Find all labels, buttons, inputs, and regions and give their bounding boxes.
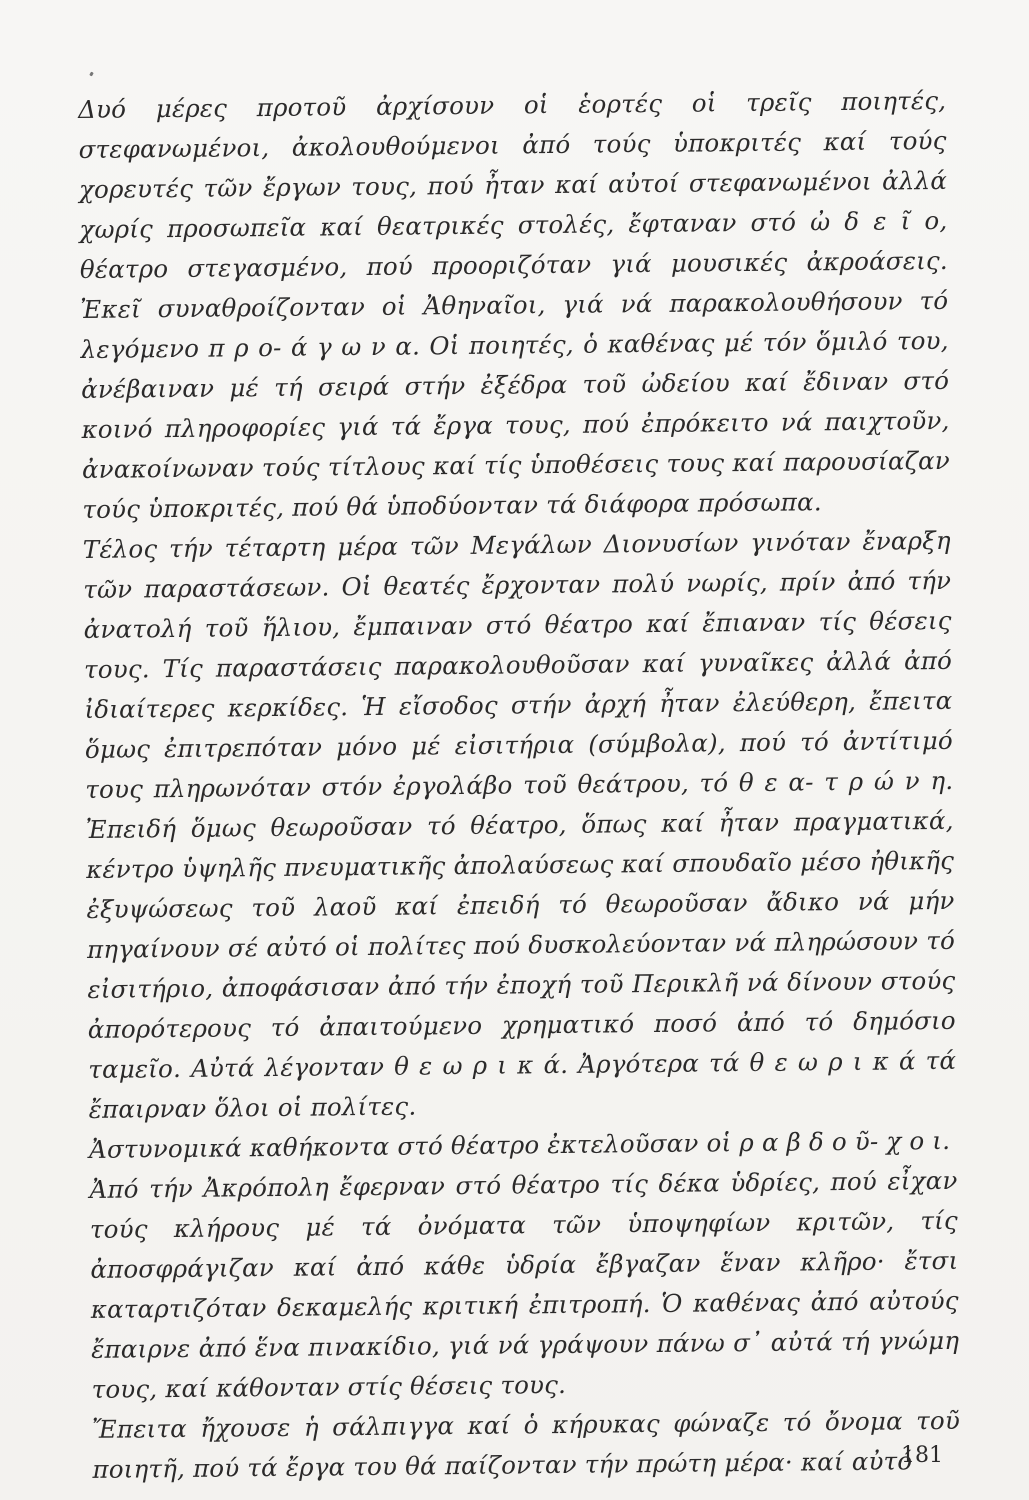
paragraph-proagon: Δυό μέρες προτοῦ ἀρχίσουν οἱ ἑορτές οἱ τρεῖς ποιητές, στεφανωμένοι, ἀκολουθούμενοι ἀπό τούς ὑποκριτές καί τούς χορευτές τῶν ἔργων τους, πού ἦταν καί αὐτοί στεφανωμένοι ἀλλά χωρίς προσωπεῖα καί θεατρικές στολές, ἔφταναν στό ὠ δ ε ῖ ο, θέατρο στεγασμένο, πού προοριζόταν γιά μουσικές ἀκροάσεις. Ἐκεῖ συναθροίζονταν οἱ Ἀθηναῖοι, γιά νά παρακολουθήσουν τό λεγόμενο π ρ ο- ά γ ω ν α. Οἱ ποιητές, ὁ καθένας μέ τόν ὅμιλό του, ἀνέβαιναν μέ τή σειρά στήν ἐξέδρα τοῦ ὠδείου καί ἔδιναν στό κοινό πληροφορίες γιά τά ἔργα τους, πού ἐπρόκειτο νά παιχτοῦν, ἀνακοίνωναν τούς τίτλους καί τίς ὑποθέσεις τους καί παρουσίαζαν τούς ὑποκριτές, πού θά ὑποδύονταν τά διάφορα πρόσωπα. — [78, 85, 951, 524]
body-text — [78, 81, 961, 1490]
ink-speck — [89, 72, 94, 77]
paragraph-judges: Ἀπό τήν Ἀκρόπολη ἔφερναν στό θέατρο τίς δέκα ὑδρίες, πού εἶχαν τούς κλήρους μέ τά ὀνόματα τῶν ὑποψηφίων κριτῶν, τίς ἀποσφράγιζαν καί ἀπό κάθε ὑδρία ἔβγαζαν ἕναν κλῆρο· ἔτσι καταρτιζόταν δεκαμελής κριτική ἐπιτροπή. Ὁ καθένας ἀπό αὐτούς ἔπαιρνε ἀπό ἕνα πινακίδιο, γιά νά γράψουν πάνω σ᾽ αὐτά τή γνώμη τους, καί κάθονταν στίς θέσεις τους. — [89, 1165, 960, 1404]
page-number: 181 — [901, 1443, 943, 1468]
paragraph-police-duties: Ἀστυνομικά καθήκοντα στό θέατρο ἐκτελοῦσαν οἱ ρ α β δ ο ῦ- χ ο ι. — [88, 1125, 951, 1164]
paragraph-trumpet: Ἔπειτα ἤχουσε ἡ σάλπιγγα καί ὁ κήρυκας φώναζε τό ὄνομα τοῦ ποιητῆ, πού τά ἔργα του θά παίζονταν τήν πρώτη μέρα· καί αὐτό — [91, 1405, 961, 1484]
paragraph-performances: Τέλος τήν τέταρτη μέρα τῶν Μεγάλων Διονυσίων γινόταν ἔναρξη τῶν παραστάσεων. Οἱ θεατές ἔρχονταν πολύ νωρίς, πρίν ἀπό τήν ἀνατολή τοῦ ἥλιου, ἔμπαιναν στό θέατρο καί ἔπιαναν τίς θέσεις τους. Τίς παραστάσεις παρακολουθοῦσαν καί γυναῖκες ἀλλά ἀπό ἰδιαίτερες κερκίδες. Ἡ εἴσοδος στήν ἀρχή ἦταν ἐλεύθερη, ἔπειτα ὅμως ἐπιτρεπόταν μόνο μέ εἰσιτήρια (σύμβολα), πού τό ἀντίτιμό τους πληρωνόταν στόν ἐργολάβο τοῦ θεάτρου, τό θ ε α- τ ρ ώ ν η. Ἐπειδή ὅμως θεωροῦσαν τό θέατρο, ὅπως καί ἦταν πραγματικά, κέντρο ὑψηλῆς πνευματικῆς ἀπολαύσεως καί σπουδαῖο μέσο ἠθικῆς ἐξυψώσεως τοῦ λαοῦ καί ἐπειδή τό θεωροῦσαν ἄδικο νά μήν πηγαίνουν σέ αὐτό οἱ πολίτες πού δυσκολεύονταν νά πληρώσουν τό εἰσιτήριο, ἀποφάσισαν ἀπό τήν ἐποχή τοῦ Περικλῆ νά δίνουν στούς ἀπορότερους τό ἀπαιτούμενο χρηματικό ποσό ἀπό τό δημόσιο ταμεῖο. Αὐτά λέγονταν θ ε ω ρ ι κ ά. Ἀργότερα τά θ ε ω ρ ι κ ά τά ἔπαιρναν ὅλοι οἱ πολίτες. — [82, 525, 957, 1124]
